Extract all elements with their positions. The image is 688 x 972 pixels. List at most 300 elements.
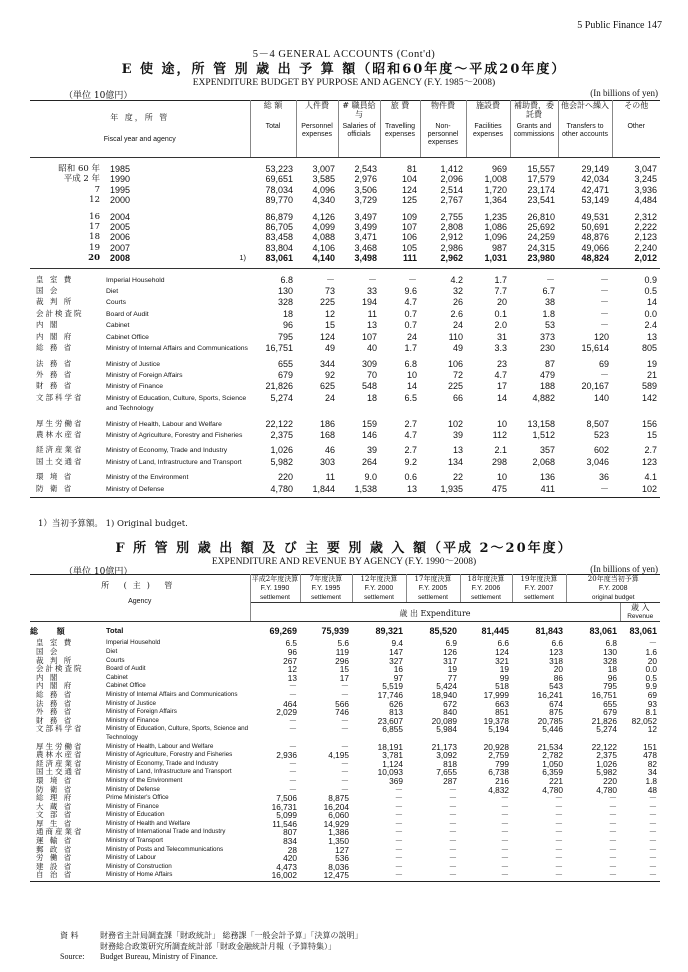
year-en: 1995 <box>110 184 131 195</box>
value-cell: 746 <box>335 707 349 718</box>
value-cell: 518 <box>495 681 509 692</box>
value-cell: 8,875 <box>328 793 349 804</box>
agency-jp-cell: 裁 判 所 <box>36 655 74 665</box>
value-cell: 543 <box>549 681 563 692</box>
value-cell: － <box>554 801 563 812</box>
table-row <box>30 164 660 174</box>
value-cell: 102 <box>641 483 657 494</box>
value-cell: － <box>500 827 509 838</box>
value-cell: 9.4 <box>391 638 403 649</box>
value-cell: 140 <box>593 392 609 403</box>
value-cell: 4,099 <box>312 222 335 233</box>
value-cell: 4.7 <box>404 297 417 308</box>
table-row <box>30 359 660 370</box>
col-header-jp: 7年度決算 <box>309 575 343 583</box>
table-e-title: E 使 途，所 管 別 歳 出 予 算 額（昭和60年度～平成20年度） <box>121 62 567 77</box>
value-cell: 53,149 <box>581 195 609 206</box>
value-cell: 13 <box>366 320 377 331</box>
source-jp-1: 財務省主計局調査課「財政統計」 総務課「一般会計予算」「決算の説明」 <box>100 931 363 940</box>
value-cell: 72 <box>452 369 463 380</box>
value-cell: 12 <box>647 724 657 735</box>
col-header-fy: F.Y. 1990 <box>260 585 290 592</box>
value-cell: － <box>394 861 403 872</box>
value-cell: 4,780 <box>596 784 617 795</box>
value-cell: 6,738 <box>488 767 509 778</box>
year-en-cell <box>106 212 250 222</box>
col-header <box>296 101 338 158</box>
value-cell: － <box>599 320 609 331</box>
value-cell: 3,585 <box>312 174 335 185</box>
value-cell: － <box>288 758 297 769</box>
value-cell: － <box>500 861 509 872</box>
value-cell: 1,935 <box>440 483 463 494</box>
col-header-en: Personnel expenses <box>301 123 333 138</box>
col-header-en: Agency <box>128 598 152 605</box>
col-header-en: settlement <box>524 594 554 601</box>
value-cell: 807 <box>283 827 297 838</box>
value-cell: 4,096 <box>312 184 335 195</box>
value-cell: 17,999 <box>483 689 509 700</box>
table-f-unit-jp: （単位 10億円） <box>64 567 133 577</box>
revenue-label: 歳 入 <box>630 603 650 612</box>
table-row <box>30 275 660 286</box>
col-header-fy: F.Y. 2006 <box>471 585 501 592</box>
value-cell: 3,781 <box>382 750 403 761</box>
value-cell: 17,579 <box>527 174 555 185</box>
value-cell: 18 <box>282 308 293 319</box>
value-cell: 369 <box>389 775 403 786</box>
value-cell: 110 <box>448 331 463 342</box>
col-header-jp: 人件費 <box>305 101 329 110</box>
value-cell: 2,068 <box>532 456 555 467</box>
value-cell: 3,729 <box>354 195 377 206</box>
value-cell: 107 <box>361 331 377 342</box>
agency-en-cell: Ministry of Health, Labour and Welfare <box>106 420 222 428</box>
value-cell: 1,412 <box>440 164 463 174</box>
value-cell: 0.0 <box>644 308 657 319</box>
value-cell: － <box>648 861 657 872</box>
agency-en-cell: Ministry of Finance <box>106 383 164 391</box>
value-cell: 107 <box>401 222 417 233</box>
value-cell: － <box>394 853 403 864</box>
value-cell: 3,245 <box>634 174 657 185</box>
bottom-rule-cell <box>30 880 660 882</box>
col-header-jp: 平成2年度決算 <box>251 575 299 583</box>
value-cell: 5,519 <box>382 681 403 692</box>
value-cell: 6.8 <box>280 274 293 285</box>
value-cell: 2,543 <box>354 164 377 174</box>
value-cell: 6.8 <box>404 358 417 369</box>
col-header-en: Total <box>265 123 281 130</box>
value-cell: 1.7 <box>494 274 507 285</box>
value-cell: 479 <box>539 369 555 380</box>
value-cell: 130 <box>603 647 617 657</box>
value-cell: 19 <box>499 664 509 675</box>
table-e-header-row <box>30 101 660 158</box>
agency-jp-cell: 労 働 省 <box>36 853 74 863</box>
value-cell: 26,810 <box>527 211 555 222</box>
value-cell: 464 <box>283 698 297 709</box>
value-cell: 3,046 <box>586 456 609 467</box>
col-header-jp: 17年度決算 <box>414 575 452 583</box>
col-header-jp: 他会計へ繰入 <box>561 101 609 110</box>
year-en: 2005 <box>110 222 131 233</box>
agency-en-cell: Ministry of Education <box>106 811 165 819</box>
year-jp-cell: 昭和 60 年 <box>58 164 100 174</box>
value-cell: 1,008 <box>484 174 507 185</box>
value-cell: 106 <box>401 232 417 243</box>
value-cell: 327 <box>389 655 403 666</box>
col-header <box>566 575 660 603</box>
value-cell: 411 <box>540 483 555 494</box>
value-cell: － <box>500 844 509 855</box>
value-cell: 83,458 <box>265 232 293 243</box>
year-en-cell <box>106 185 250 195</box>
value-cell: － <box>648 793 657 804</box>
table-row <box>30 419 660 430</box>
agency-jp-cell: 文部科学省 <box>36 392 84 402</box>
value-cell: － <box>448 836 457 847</box>
value-cell: 795 <box>603 681 617 692</box>
agency-en-cell: Board of Audit <box>106 665 146 673</box>
value-cell: 2.7 <box>404 445 417 456</box>
value-cell: 83,804 <box>265 242 293 253</box>
value-cell: － <box>288 681 297 692</box>
agency-en-cell: Cabinet Office <box>106 682 146 690</box>
value-cell: 2,767 <box>440 195 463 206</box>
value-cell: － <box>394 810 403 821</box>
col-header-jp: 19年度決算 <box>520 575 558 583</box>
value-cell: 4,780 <box>542 784 563 795</box>
value-cell: － <box>608 810 617 821</box>
value-cell: － <box>608 870 617 881</box>
agency-en-cell: Ministry of Education, Culture, Sports, Science and Technology <box>106 725 249 741</box>
value-cell: － <box>394 836 403 847</box>
col-header-fy: F.Y. 2005 <box>418 585 448 592</box>
value-cell: 303 <box>319 456 335 467</box>
table-f-subtitle: EXPENDITURE AND REVENUE BY AGENCY (F.Y. 1990～2008) <box>211 557 477 567</box>
value-cell: 0.5 <box>645 672 657 683</box>
table-row <box>30 297 660 308</box>
col-header-fy: F.Y. 2000 <box>364 585 394 592</box>
value-cell: 15 <box>324 320 335 331</box>
col-header <box>250 101 296 158</box>
value-cell: 221 <box>549 775 563 786</box>
value-cell: 4,140 <box>312 253 335 264</box>
col-header <box>300 575 352 603</box>
value-cell: 674 <box>549 698 563 709</box>
agency-jp-cell: 環 境 省 <box>36 472 74 482</box>
value-cell: － <box>608 801 617 812</box>
value-cell: 78,034 <box>265 184 293 195</box>
value-cell: － <box>608 793 617 804</box>
value-cell: 127 <box>335 844 349 855</box>
col-header <box>338 101 380 158</box>
value-cell: 6.6 <box>497 638 509 649</box>
value-cell: 602 <box>593 445 609 456</box>
table-row <box>30 332 660 343</box>
value-cell: 102 <box>447 418 463 429</box>
value-cell: 126 <box>443 647 457 657</box>
agency-jp-cell: 総 務 省 <box>36 689 74 699</box>
value-cell: 4,484 <box>634 195 657 206</box>
value-cell: 39 <box>452 429 463 440</box>
value-cell: 18 <box>366 392 377 403</box>
value-cell: 13,158 <box>527 418 555 429</box>
value-cell: 4.1 <box>644 472 657 483</box>
table-row <box>30 457 660 468</box>
agency-jp-cell: 国土交通省 <box>36 456 84 466</box>
value-cell: 3,468 <box>354 242 377 253</box>
table-row <box>30 174 660 184</box>
value-cell: 0.5 <box>644 286 657 297</box>
agency-en-cell: Ministry of Foreign Affairs <box>106 708 177 716</box>
value-cell: 1,096 <box>484 232 507 243</box>
bottom-rule-row <box>30 880 660 882</box>
value-cell: 23,607 <box>377 715 403 726</box>
value-cell: 69,269 <box>269 626 297 636</box>
value-cell: 230 <box>539 343 555 354</box>
value-cell: 1,026 <box>596 758 617 769</box>
value-cell: 317 <box>443 655 457 666</box>
value-cell: 75,939 <box>321 626 349 636</box>
value-cell: 49,066 <box>581 242 609 253</box>
agency-en-cell: Diet <box>106 648 118 655</box>
value-cell: － <box>325 274 335 285</box>
value-cell: － <box>648 870 657 881</box>
value-cell: 1,512 <box>532 429 555 440</box>
value-cell: 328 <box>603 655 617 666</box>
value-cell: 14 <box>646 297 657 308</box>
value-cell: 24 <box>406 331 417 342</box>
value-cell: 2,029 <box>276 707 297 718</box>
value-cell: － <box>340 724 349 735</box>
agency-jp-cell: 会計検査院 <box>36 308 84 318</box>
value-cell: － <box>394 827 403 838</box>
table-row <box>30 871 660 880</box>
table-row <box>30 370 660 381</box>
value-cell: 22,122 <box>265 418 293 429</box>
agency-en-cell: Ministry of Internal Affairs and Communications <box>106 345 248 353</box>
value-cell: － <box>448 810 457 821</box>
value-cell: 344 <box>319 358 335 369</box>
agency-jp-cell: 経済産業省 <box>36 445 84 455</box>
value-cell: 124 <box>401 184 417 195</box>
value-cell: 11 <box>325 472 335 483</box>
value-cell: － <box>648 810 657 821</box>
value-cell: － <box>448 844 457 855</box>
value-cell: 4.2 <box>450 274 463 285</box>
table-row <box>30 309 660 320</box>
value-cell: 2,312 <box>634 211 657 222</box>
value-cell: 106 <box>447 358 463 369</box>
source-en-label: Source: <box>60 952 85 961</box>
value-cell: 4,780 <box>270 483 293 494</box>
value-cell: 7,506 <box>276 793 297 804</box>
value-cell: 5,274 <box>270 392 293 403</box>
agency-jp-cell: 法 務 省 <box>36 698 74 708</box>
value-cell: － <box>288 741 297 752</box>
value-cell: 328 <box>277 297 293 308</box>
value-cell: 1.8 <box>542 308 555 319</box>
value-cell: 12,475 <box>323 870 349 881</box>
agency-jp-cell: 財 務 省 <box>36 715 74 725</box>
value-cell: 2.0 <box>494 320 507 331</box>
col-header-jp: 12年度決算 <box>360 575 398 583</box>
year-en-cell <box>106 232 250 242</box>
value-cell: － <box>554 861 563 872</box>
table-e-footnote: 1）当初予算額。 1) Original budget. <box>38 519 188 529</box>
value-cell: 104 <box>401 174 417 185</box>
value-cell: 818 <box>443 758 457 769</box>
value-cell: － <box>608 861 617 872</box>
value-cell: 8.1 <box>645 707 657 718</box>
value-cell: 2,375 <box>596 750 617 761</box>
value-cell: 21,173 <box>431 741 457 752</box>
value-cell: 83,061 <box>589 626 617 636</box>
value-cell: 15 <box>646 429 657 440</box>
agency-jp-cell: 内 閣 府 <box>36 681 74 691</box>
value-cell: 21,826 <box>591 715 617 726</box>
value-cell: 264 <box>361 456 377 467</box>
value-cell: 15,614 <box>581 343 609 354</box>
value-cell: 83,061 <box>265 253 293 264</box>
value-cell: 8,507 <box>586 418 609 429</box>
value-cell: 805 <box>641 343 657 354</box>
value-cell: 81 <box>406 164 417 174</box>
agency-en-cell: Diet <box>106 288 119 296</box>
value-cell: － <box>500 870 509 881</box>
table-row <box>30 253 660 263</box>
value-cell: 19 <box>646 358 657 369</box>
table-row <box>30 472 660 483</box>
value-cell: － <box>367 274 377 285</box>
value-cell: 26 <box>452 297 463 308</box>
year-jp-cell: 16 <box>89 211 100 222</box>
col-header <box>466 101 510 158</box>
table-row <box>30 725 660 742</box>
value-cell: － <box>608 827 617 838</box>
table-row <box>30 185 660 195</box>
agency-jp-cell: 皇 室 費 <box>36 638 74 648</box>
value-cell: 19,378 <box>483 715 509 726</box>
value-cell: － <box>340 767 349 778</box>
value-cell: 49 <box>452 343 463 354</box>
value-cell: 53 <box>544 320 555 331</box>
value-cell: 70 <box>366 369 377 380</box>
value-cell: 373 <box>539 331 555 342</box>
value-cell: － <box>340 775 349 786</box>
value-cell: 5,982 <box>270 456 293 467</box>
col-header <box>510 101 558 158</box>
year-jp-cell: 平成 2 年 <box>63 174 100 185</box>
value-cell: 2,514 <box>440 184 463 195</box>
value-cell: 267 <box>283 655 297 666</box>
value-cell: － <box>448 853 457 864</box>
value-cell: 96 <box>287 647 297 657</box>
value-cell: － <box>394 784 403 795</box>
value-cell: 13 <box>646 331 657 342</box>
value-cell: 5,274 <box>596 724 617 735</box>
agency-en-cell: Ministry of Finance <box>106 802 159 810</box>
value-cell: 123 <box>641 456 657 467</box>
col-header-fy: F.Y. 2008 <box>598 585 628 592</box>
value-cell: 1.8 <box>645 775 657 786</box>
agency-en-cell: Ministry of Economy, Trade and Industry <box>106 759 219 767</box>
value-cell: 1,364 <box>484 195 507 206</box>
value-cell: 523 <box>593 429 609 440</box>
agency-en-cell: Ministry of Foreign Affairs <box>106 371 183 379</box>
agency-jp-cell: 内 閣 <box>36 672 60 682</box>
value-cell: 10 <box>406 369 417 380</box>
value-cell: 24 <box>324 392 335 403</box>
col-header <box>420 101 466 158</box>
table-f-unit-en: (In billions of yen) <box>590 564 658 574</box>
col-header-fiscal-year <box>30 101 250 158</box>
value-cell: 124 <box>495 647 509 657</box>
agency-jp-cell: 厚生労働省 <box>36 741 84 751</box>
value-cell: 96 <box>282 320 293 331</box>
value-cell: 18 <box>607 664 617 675</box>
agency-jp-cell: 内 閣 <box>36 320 60 330</box>
value-cell: 4,473 <box>276 861 297 872</box>
agency-jp-cell: 厚 生 省 <box>36 818 74 828</box>
value-cell: 147 <box>389 647 403 657</box>
value-cell: 9.0 <box>364 472 377 483</box>
value-cell: 4,832 <box>488 784 509 795</box>
agency-jp-cell: 大 蔵 省 <box>36 801 74 811</box>
table-e-unit-en: (In billions of yen) <box>590 88 658 98</box>
value-cell: 1,235 <box>484 211 507 222</box>
agency-en-cell: Courts <box>106 299 127 307</box>
value-cell: － <box>448 870 457 881</box>
value-cell: 156 <box>641 418 657 429</box>
value-cell: 14 <box>496 392 507 403</box>
value-cell: 82 <box>647 758 657 769</box>
value-cell: 0.0 <box>645 664 657 675</box>
year-en: 1990 <box>110 174 131 185</box>
value-cell: 86 <box>553 672 563 683</box>
value-cell: 4,126 <box>312 211 335 222</box>
value-cell: － <box>554 793 563 804</box>
agency-jp-cell: 文 部 省 <box>36 810 74 820</box>
value-cell: 298 <box>491 456 507 467</box>
value-cell: － <box>500 810 509 821</box>
value-cell: 29,149 <box>581 164 609 174</box>
col-header <box>406 575 460 603</box>
value-cell: 11,546 <box>272 818 297 829</box>
value-cell: 2,123 <box>634 232 657 243</box>
value-cell: 17 <box>496 381 507 392</box>
table-row <box>30 430 660 441</box>
revenue-en: Revenue <box>627 613 654 620</box>
value-cell: 12 <box>324 308 335 319</box>
value-cell: 1.7 <box>404 343 417 354</box>
value-cell: 10 <box>496 418 507 429</box>
table-e <box>30 100 660 498</box>
value-cell: － <box>608 853 617 864</box>
value-cell: 2,936 <box>276 750 297 761</box>
value-cell: 15,557 <box>527 164 555 174</box>
agency-jp-cell: 内 閣 府 <box>36 331 74 341</box>
value-cell: 42,471 <box>581 184 609 195</box>
bottom-rule-cell <box>30 495 660 498</box>
value-cell: 119 <box>335 647 349 657</box>
col-header-fy: F.Y. 2007 <box>524 585 554 592</box>
agency-jp-cell: 郵 政 省 <box>36 844 74 854</box>
value-cell: 86,705 <box>265 222 293 233</box>
value-cell: 22,122 <box>591 741 617 752</box>
